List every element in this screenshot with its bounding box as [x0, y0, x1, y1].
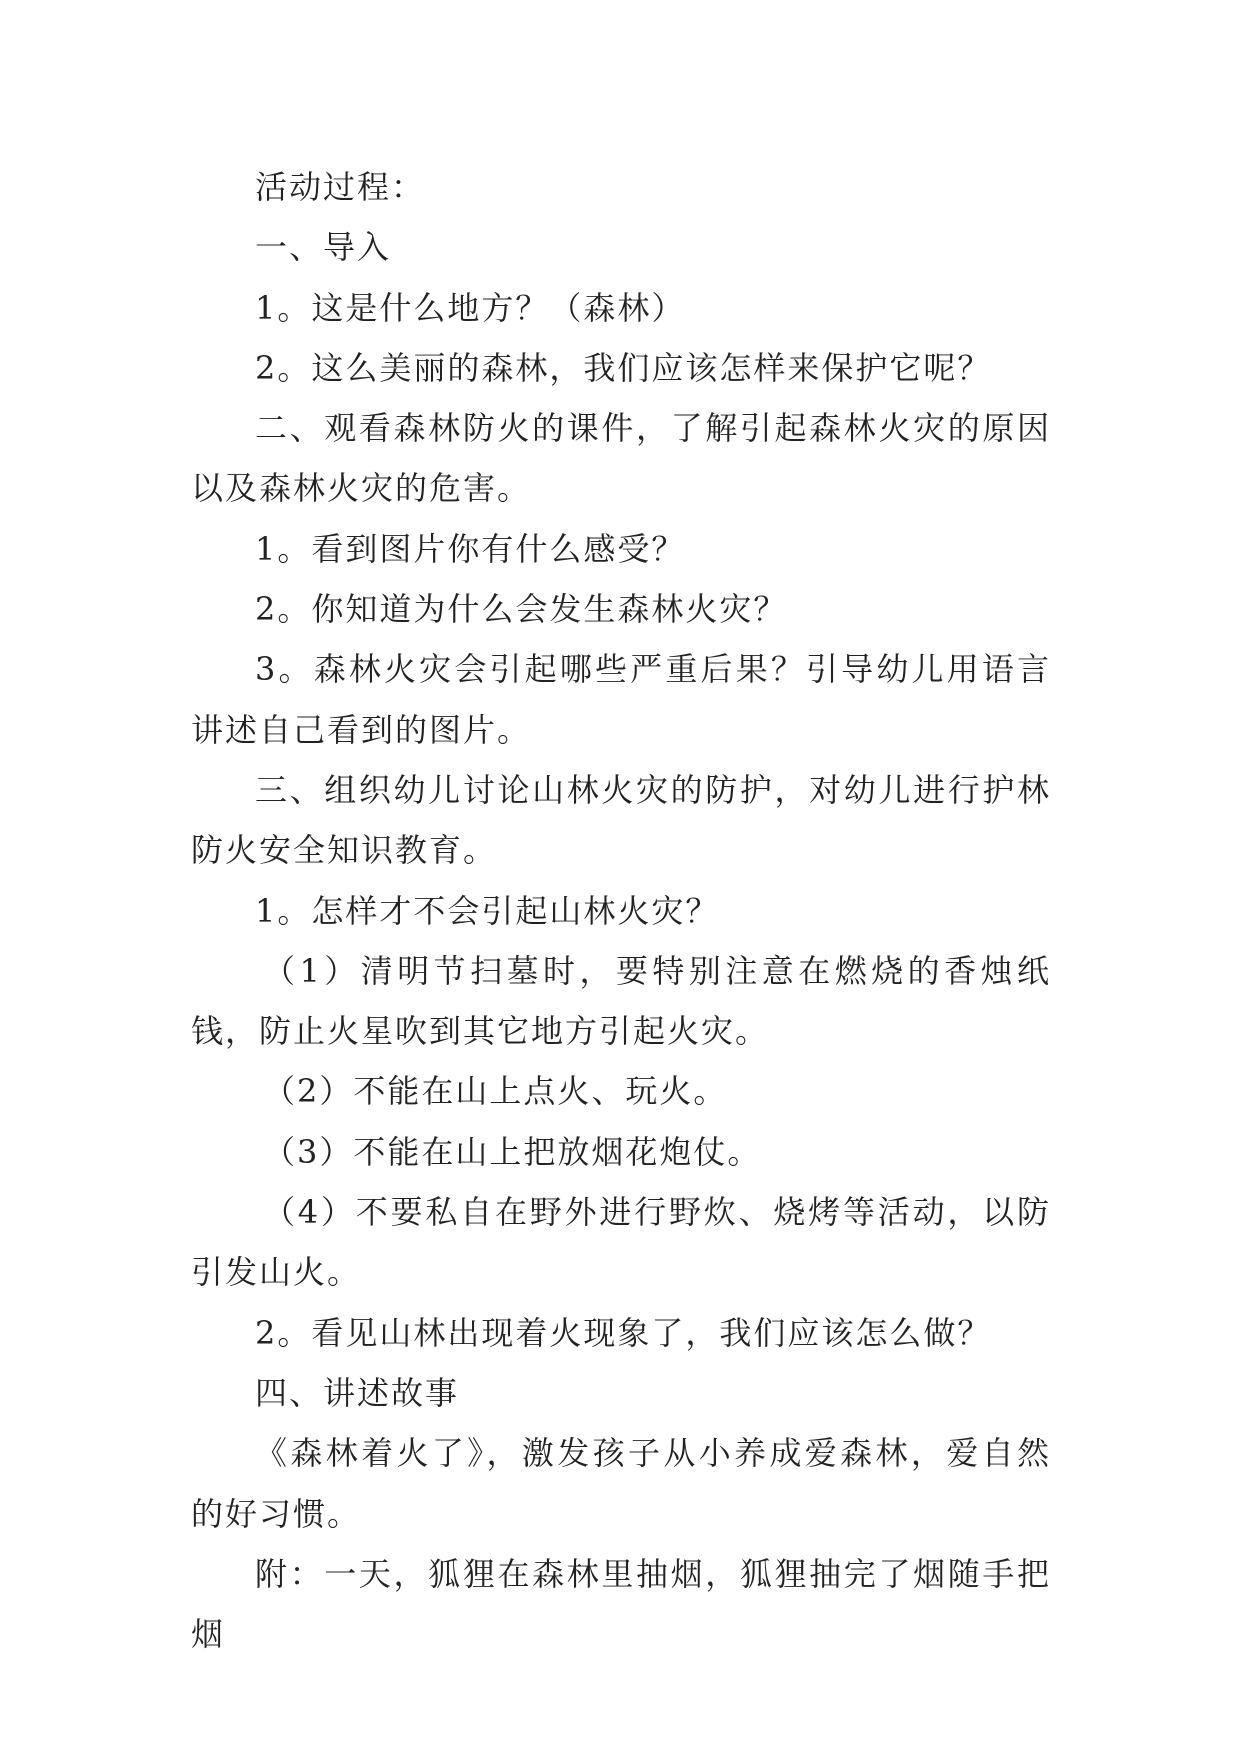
document-body — [191, 157, 1051, 1664]
paragraph-story-title: 《森林着火了》，激发孩子从小养成爱森林，爱自然的好习惯。 — [191, 1434, 1051, 1533]
paragraph-section-discuss: 三、组织幼儿讨论山林火灾的防护，对幼儿进行护林防火安全知识教育。 — [191, 770, 1051, 870]
paragraph-watch-q1: 1。看到图片你有什么感受？ — [255, 529, 686, 568]
paragraph-watch-q3: 3。森林火灾会引起哪些严重后果？引导幼儿用语言讲述自己看到的图片。 — [191, 650, 1051, 749]
paragraph-rule-3: （3）不能在山上把放烟花炮仗。 — [263, 1132, 762, 1171]
paragraph-section-intro: 一、导入 — [255, 228, 392, 267]
paragraph-story-appendix: 附：一天，狐狸在森林里抽烟，狐狸抽完了烟随手把烟 — [191, 1554, 1051, 1654]
paragraph-watch-q2: 2。你知道为什么会发生森林火灾？ — [255, 590, 788, 629]
paragraph-rule-2: （2）不能在山上点火、玩火。 — [263, 1072, 728, 1111]
paragraph-intro-q1: 1。这是什么地方？（森林） — [255, 288, 686, 327]
paragraph-intro-q2: 2。这么美丽的森林，我们应该怎样来保护它呢？ — [255, 348, 992, 387]
paragraph-activity-process: 活动过程： — [255, 168, 426, 206]
paragraph-section-watch: 二、观看森林防火的课件，了解引起森林火灾的原因以及森林火灾的危害。 — [191, 409, 1051, 508]
paragraph-rule-1: （1）清明节扫墓时，要特别注意在燃烧的香烛纸钱，防止火星吹到其它地方引起火灾。 — [191, 951, 1051, 1051]
paragraph-rule-4: （4）不要私自在野外进行野炊、烧烤等活动，以防引发山火。 — [191, 1193, 1051, 1292]
paragraph-discuss-q1: 1。怎样才不会引起山林火灾？ — [255, 891, 720, 930]
paragraph-section-story: 四、讲述故事 — [255, 1373, 460, 1412]
paragraph-discuss-q2: 2。看见山林出现着火现象了，我们应该怎么做？ — [255, 1313, 992, 1352]
